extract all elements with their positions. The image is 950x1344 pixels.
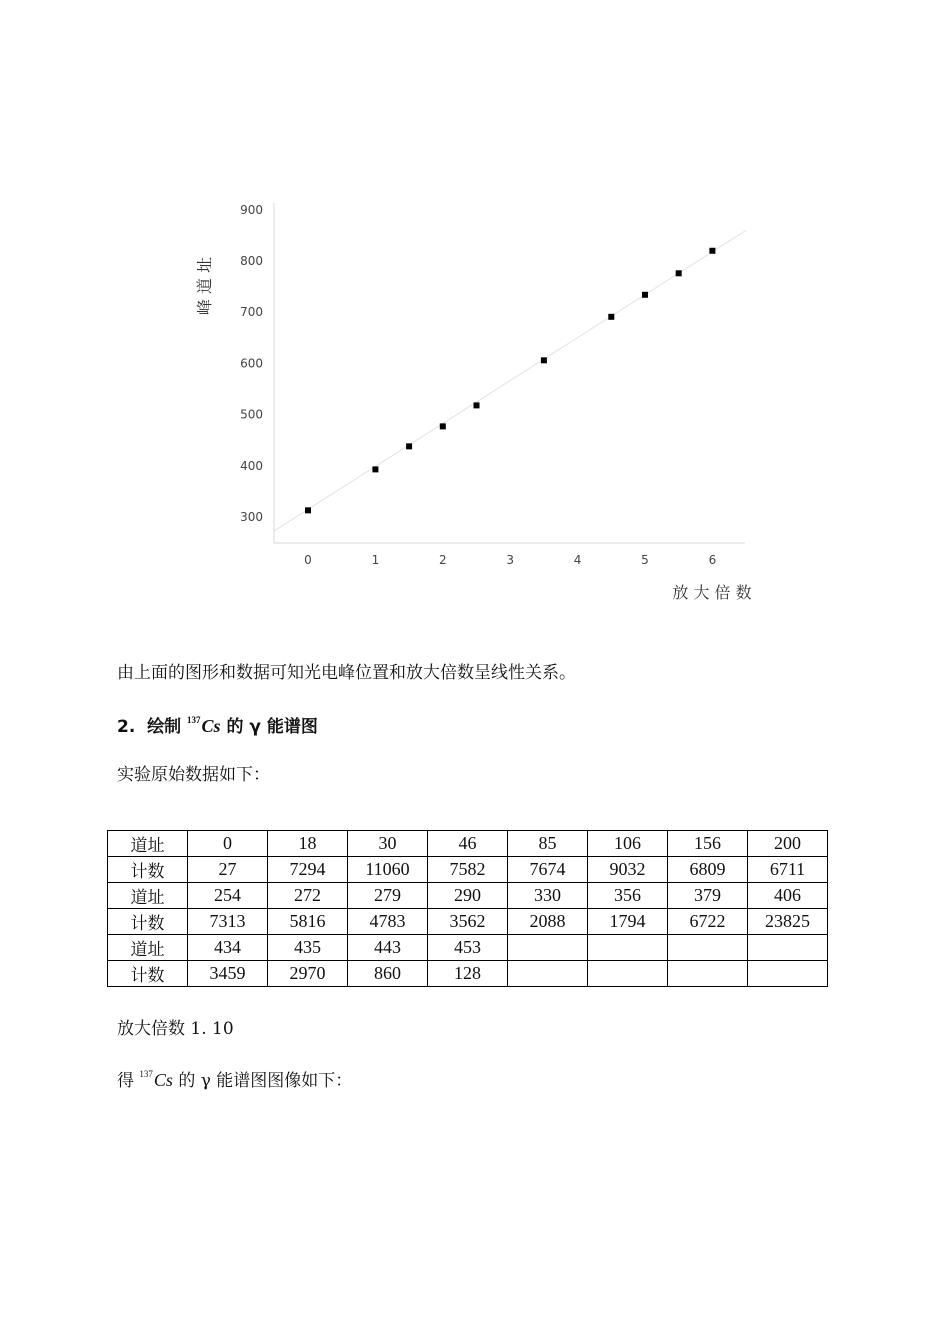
table-cell: 279 <box>348 883 428 909</box>
table-cell: 406 <box>748 883 828 909</box>
table-row <box>108 883 828 909</box>
table-cell: 2088 <box>508 909 588 935</box>
table-cell: 7674 <box>508 857 588 883</box>
data-point <box>372 466 378 472</box>
isotope-label-2 <box>139 1071 173 1090</box>
fit-line <box>274 230 746 531</box>
table-cell: 290 <box>428 883 508 909</box>
table-cell: 85 <box>508 831 588 857</box>
y-tick-label: 900 <box>240 202 263 217</box>
data-point <box>305 507 311 513</box>
table-cell: 128 <box>428 961 508 987</box>
table-cell: 6809 <box>668 857 748 883</box>
table-cell <box>668 961 748 987</box>
table-cell: 254 <box>188 883 268 909</box>
x-tick-label: 2 <box>438 553 447 567</box>
table-cell <box>508 935 588 961</box>
table-cell: 379 <box>668 883 748 909</box>
row-label-cell: 道址 <box>108 831 188 857</box>
table-cell: 156 <box>668 831 748 857</box>
section-heading <box>117 712 318 737</box>
y-tick-label: 500 <box>240 407 263 422</box>
spectrum-intro <box>117 1066 352 1091</box>
isotope-label <box>187 717 221 736</box>
table-cell: 6722 <box>668 909 748 935</box>
section-suffix: 的 γ 能谱图 <box>226 717 318 737</box>
table-cell: 11060 <box>348 857 428 883</box>
table-cell <box>588 935 668 961</box>
table-cell: 860 <box>348 961 428 987</box>
table-row <box>108 909 828 935</box>
x-axis-label: 放 大 倍 数 <box>672 583 752 602</box>
table-cell: 2970 <box>268 961 348 987</box>
table-cell <box>668 935 748 961</box>
x-tick-label: 1 <box>371 553 380 567</box>
table-cell <box>508 961 588 987</box>
table-cell: 3562 <box>428 909 508 935</box>
row-label-cell: 计数 <box>108 961 188 987</box>
isotope-symbol-2: Cs <box>153 1070 173 1090</box>
isotope-symbol: Cs <box>201 716 221 736</box>
table-cell: 453 <box>428 935 508 961</box>
x-tick-label: 6 <box>708 553 717 567</box>
data-table-body <box>108 831 828 987</box>
y-axis-label: 峰 道 址 <box>195 256 214 316</box>
table-cell: 6711 <box>748 857 828 883</box>
x-tick-label: 5 <box>641 553 649 567</box>
row-label-cell: 道址 <box>108 883 188 909</box>
y-tick-label: 600 <box>240 356 263 371</box>
table-cell <box>588 961 668 987</box>
table-cell: 434 <box>188 935 268 961</box>
y-tick-label: 400 <box>240 458 263 473</box>
table-row <box>108 857 828 883</box>
table-cell: 30 <box>348 831 428 857</box>
conclusion-text: 由上面的图形和数据可知光电峰位置和放大倍数呈线性关系。 <box>117 663 576 683</box>
table-cell: 9032 <box>588 857 668 883</box>
table-cell: 443 <box>348 935 428 961</box>
spectrum-prefix: 得 <box>117 1071 134 1091</box>
table-cell: 1794 <box>588 909 668 935</box>
isotope-mass: 137 <box>187 715 201 725</box>
table-cell <box>748 935 828 961</box>
x-tick-label: 4 <box>573 553 582 567</box>
spectrum-suffix: 的 γ 能谱图图像如下： <box>178 1071 353 1091</box>
table-cell: 106 <box>588 831 668 857</box>
table-row <box>108 935 828 961</box>
row-label-cell: 计数 <box>108 909 188 935</box>
table-cell: 200 <box>748 831 828 857</box>
x-tick-label: 0 <box>304 553 312 567</box>
y-tick-labels <box>240 203 263 524</box>
table-cell: 435 <box>268 935 348 961</box>
x-tick-labels <box>304 553 716 567</box>
data-point <box>608 314 614 320</box>
table-cell: 356 <box>588 883 668 909</box>
table-cell: 330 <box>508 883 588 909</box>
table-cell: 23825 <box>748 909 828 935</box>
row-label-cell: 道址 <box>108 935 188 961</box>
table-cell: 46 <box>428 831 508 857</box>
data-point <box>541 357 547 363</box>
table-cell <box>748 961 828 987</box>
table-cell: 7582 <box>428 857 508 883</box>
y-tick-label: 300 <box>240 510 263 524</box>
table-cell: 7313 <box>188 909 268 935</box>
table-cell: 18 <box>268 831 348 857</box>
table-cell: 7294 <box>268 857 348 883</box>
data-table <box>107 830 828 987</box>
raw-data-intro: 实验原始数据如下： <box>117 765 270 785</box>
data-point <box>642 292 648 298</box>
data-point <box>440 423 446 429</box>
table-cell: 27 <box>188 857 268 883</box>
data-point <box>406 443 412 449</box>
table-cell: 0 <box>188 831 268 857</box>
row-label-cell: 计数 <box>108 857 188 883</box>
gain-text: 放大倍数 1. 10 <box>117 1019 234 1039</box>
section-prefix: 2. 绘制 <box>117 717 182 737</box>
scatter-chart <box>0 0 950 640</box>
table-row <box>108 831 828 857</box>
data-point <box>676 270 682 276</box>
isotope-mass-2: 137 <box>139 1069 153 1079</box>
table-cell: 5816 <box>268 909 348 935</box>
data-point <box>709 248 715 254</box>
data-point <box>474 402 480 408</box>
y-tick-label: 800 <box>240 254 263 268</box>
y-tick-label: 700 <box>240 305 263 320</box>
table-row <box>108 961 828 987</box>
table-cell: 4783 <box>348 909 428 935</box>
x-tick-label: 3 <box>506 553 515 567</box>
table-cell: 3459 <box>188 961 268 987</box>
table-cell: 272 <box>268 883 348 909</box>
